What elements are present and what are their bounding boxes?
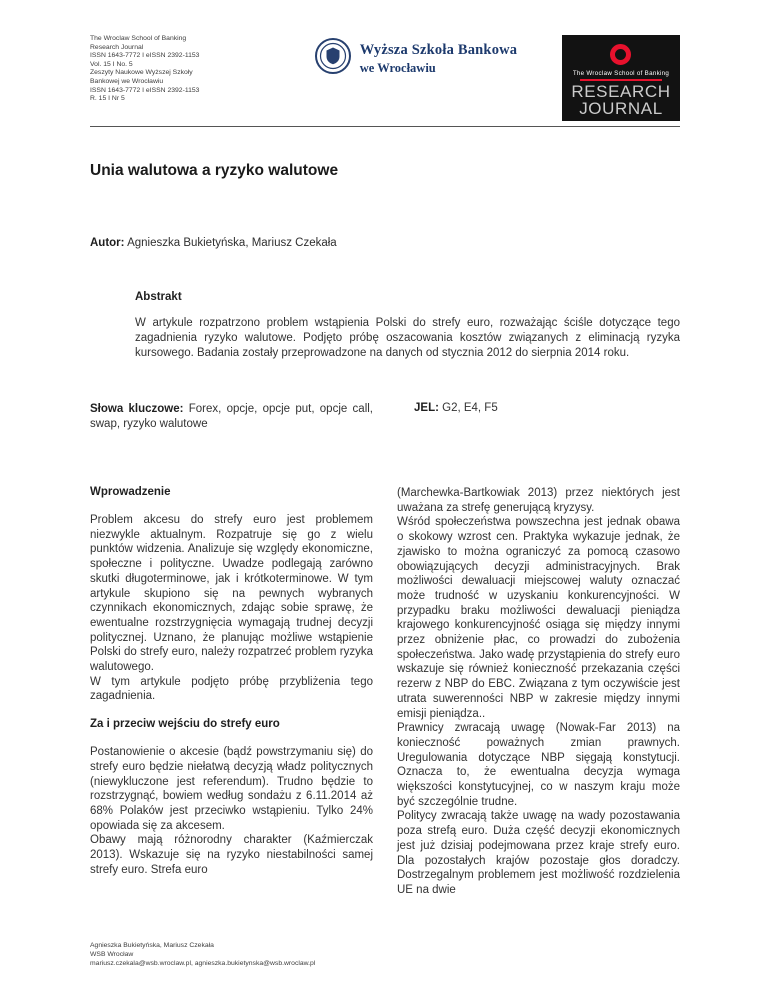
body-paragraph: Politycy zwracają także uwagę na wady pozostawania poza strefą euro. Duża część decyzji ekonomicznych jest już dzisiaj podejmowana przez kraje strefy euro. Dla pozostałych krajów pozostaje głos doradczy. Dostrzegalnym problemem jest możliwość rozdzielenia UE na dwie (397, 810, 680, 896)
section-heading-za-i-przeciw: Za i przeciw wejściu do strefy euro (90, 718, 280, 731)
abstract-text: W artykule rozpatrzono problem wstąpienia Polski do strefy euro, rozważając ściśle dotyczące tego zagadnienia ryzyko walutowe. Podjęto próbę oszacowania kosztów związanych z eliminacją ryzyka kursowego. Badania zostały przeprowadzone na danych od stycznia 2012 do sierpnia 2014 roku. (135, 317, 680, 359)
keywords-text: Forex, opcje, opcje put, opcje call, swap, ryzyko walutowe (90, 403, 373, 431)
journal-title-journal: JOURNAL (579, 99, 663, 118)
page-header (0, 0, 768, 121)
footer-authors: Agnieszka Bukietyńska, Mariusz Czekała (90, 942, 214, 949)
university-name-block (360, 42, 518, 76)
issn-line: Bankowej we Wrocławiu (90, 77, 164, 85)
issn-line: ISSN 1643-7772 I eISSN 2392-1153 (90, 52, 200, 60)
article-title: Unia walutowa a ryzyko walutowe (90, 162, 339, 179)
university-name: Wyższa Szkoła Bankowa (359, 41, 518, 58)
header-divider (90, 126, 680, 127)
university-seal-icon (315, 38, 351, 79)
body-paragraph: Prawnicy zwracają uwagę (Nowak-Far 2013) na konieczność poważnych zmian prawnych. Uregulowania dotyczące NBP sięgają konstytucji. Oznacza to, że ewentualna decyzja wymaga większości konstytucyjnej, co w naszym kraju może być szczególnie trudne. (397, 722, 680, 808)
body-paragraph: Postanowienie o akcesie (bądź powstrzymaniu się) do strefy euro będzie niełatwą decyzją władz politycznych (niewykluczone jest referendum). Trudno będzie to rozstrzygnąć, bowiem według sondażu z 6.11.2014 aż 68% Polaków jest przeciwko wstąpieniu. Tylko 24% opowiada się za akcesem. (90, 746, 373, 832)
issn-line: ISSN 1643-7772 I eISSN 2392-1153 (90, 86, 200, 94)
jel-label: JEL: (414, 402, 439, 415)
issn-block (90, 35, 270, 104)
footer-emails: mariusz.czekala@wsb.wroclaw.pl, agnieszka.bukietynska@wsb.wroclaw.pl (90, 960, 316, 967)
body-paragraph: Problem akcesu do strefy euro jest problemem niezwykle aktualnym. Rozpatruje się go z wielu punktów widzenia. Analizuje się względy ekonomiczne, społeczne i polityczne. Uwadze podlegają zarówno skutki długoterminowe, jak i krótkoterminowe. W tym artykule skupiono się na pewnych wybranych czynnikach ekonomicznych, zdając sobie sprawę, że ewentualne rozstrzygnięcia wymagają trudnej decyzji politycznej. Uznano, że planując możliwe wstąpienie Polski do strefy euro, należy rozpatrzeć problem ryzyka walutowego. (90, 513, 373, 674)
journal-school-name: The Wroclaw School of Banking (572, 70, 670, 77)
journal-ring-icon (610, 44, 631, 65)
university-location: we Wrocławiu (359, 60, 436, 75)
section-heading-wprowadzenie: Wprowadzenie (90, 485, 171, 498)
body-paragraph: W tym artykule podjęto próbę przybliżenia tego zagadnienia. (90, 675, 373, 703)
author-line (90, 237, 680, 249)
issn-line: The Wroclaw School of Banking (90, 35, 187, 42)
abstract-section (135, 291, 680, 360)
article-body (90, 486, 680, 898)
university-logo (315, 38, 518, 79)
jel-codes-block (397, 402, 498, 432)
body-paragraph: Obawy mają różnorodny charakter (Kaźmierczak 2013). Wskazuje się na ryzyko niestabilności samej strefy euro. Strefa euro (90, 834, 373, 876)
journal-title-research: RESEARCH (571, 81, 671, 101)
journal-red-divider (580, 79, 662, 81)
jel-values: G2, E4, F5 (442, 402, 498, 415)
body-paragraph: (Marchewka-Bartkowiak 2013) przez niektórych jest uważana za strefę generującą kryzysy. (397, 486, 680, 514)
abstract-heading: Abstrakt (135, 291, 182, 303)
left-column (90, 486, 373, 898)
issn-line: Vol. 15 I No. 5 (90, 60, 133, 68)
right-column (397, 486, 680, 898)
keywords-block (90, 402, 373, 432)
research-journal-logo (562, 35, 680, 121)
issn-line: Zeszyty Naukowe Wyższej Szkoły (90, 69, 193, 77)
body-paragraph: Wśród społeczeństwa powszechna jest jednak obawa o skokowy wzrost cen. Praktyka wykazuje jednak, że zjawisko to można ograniczyć za pomocą czasowo obowiązujących decyzji administracyjnych. Brak możliwości dewaluacji miejscowej waluty oznaczać może trudność w uzyskaniu konkurencyjności. W przypadku braku możliwości dewaluacji pieniądza krajowego konkurencyjność osiąga się między innymi przez obniżenie płac, co prowadzi do zubożenia społeczeństwa. Jako wadę przystąpienia do strefy euro wskazuje się również konieczność przekazania części rezerw z NBP do EBC. Związana z tym oczywiście jest utrata suwerenności NBP w zakresie między innymi emisji pieniądza.. (397, 516, 680, 720)
issn-line: Research Journal (90, 43, 144, 51)
author-names: Agnieszka Bukietyńska, Mariusz Czekała (127, 237, 337, 249)
author-label: Autor: (90, 237, 125, 249)
issn-line: R. 15 I Nr 5 (90, 95, 125, 103)
keywords-row (90, 402, 680, 432)
page-footer (90, 941, 315, 968)
keywords-label: Słowa kluczowe: (90, 403, 184, 416)
footer-affiliation: WSB Wrocław (90, 951, 134, 958)
